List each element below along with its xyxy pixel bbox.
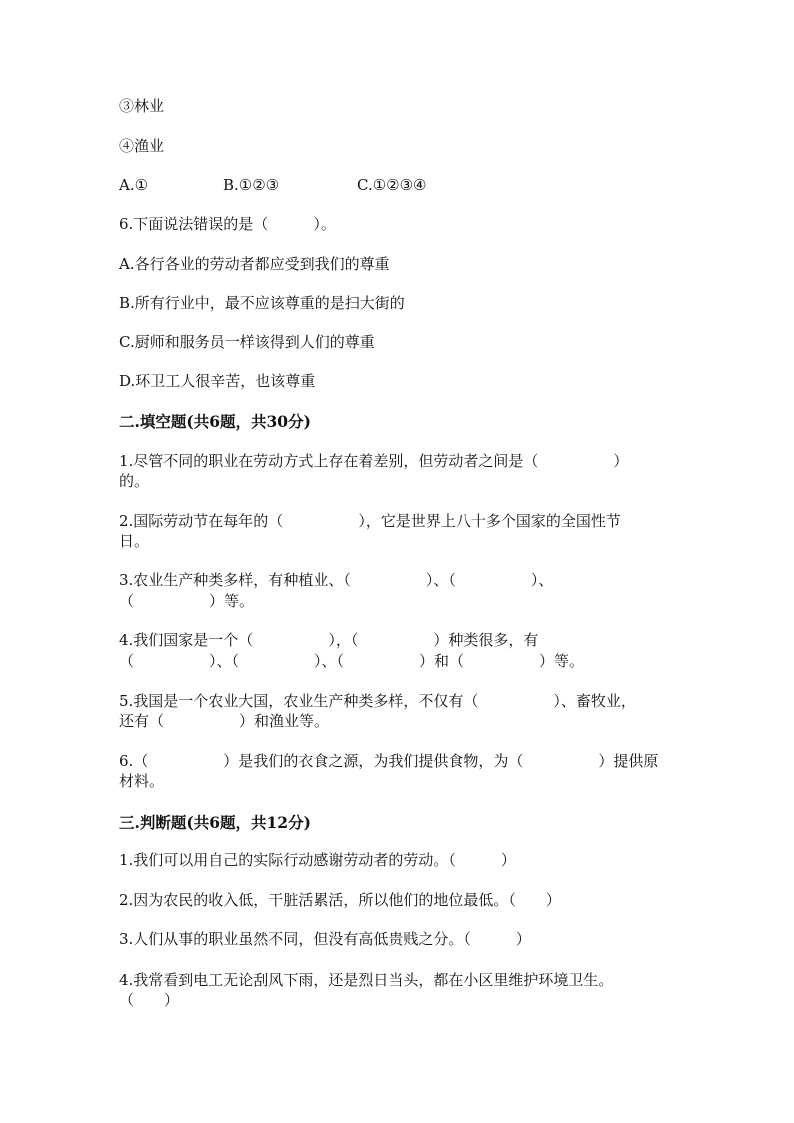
- fill-q1-line1: 1.尽管不同的职业在劳动方式上存在着差别，但劳动者之间是（ ）: [119, 452, 629, 470]
- fill-q4-line1: 4.我们国家是一个（ ），（ ）种类很多，有: [119, 631, 539, 649]
- q6-choice-d: D.环卫工人很辛苦，也该尊重: [119, 372, 316, 390]
- section-judgement-title: 三.判断题(共6题，共12分): [119, 813, 311, 832]
- q5-choice-b: B.①②③: [223, 176, 280, 194]
- fill-q2-line1: 2.国际劳动节在每年的（ ），它是世界上八十多个国家的全国性节: [119, 512, 621, 530]
- q5-choice-c: C.①②③④: [357, 176, 427, 194]
- judge-q3: 3.人们从事的职业虽然不同，但没有高低贵贱之分。（ ）: [119, 930, 531, 948]
- q6-choice-c: C.厨师和服务员一样该得到人们的尊重: [119, 333, 375, 351]
- fill-q6-line2: 材料。: [119, 772, 165, 790]
- q5-choice-a: A.①: [119, 176, 149, 194]
- q5-choices: [119, 175, 679, 196]
- fill-q5-line2: 还有（ ）和渔业等。: [119, 712, 330, 730]
- judge-q4-line1: 4.我常看到电工无论刮风下雨，还是烈日当头，都在小区里维护环境卫生。: [119, 971, 614, 989]
- judge-q2: 2.因为农民的收入低，干脏活累活，所以他们的地位最低。（ ）: [119, 891, 561, 909]
- fill-q3-line1: 3.农业生产种类多样，有种植业、（ ）、（ ）、: [119, 571, 554, 589]
- q5-option-3: ③林业: [119, 97, 165, 115]
- fill-q1-line2: 的。: [119, 472, 150, 490]
- q6-stem: 6.下面说法错误的是（ ）。: [119, 215, 336, 233]
- fill-q4-line2: （ ）、（ ）、（ ）和（ ）等。: [119, 652, 585, 670]
- q6-choice-a: A.各行各业的劳动者都应受到我们的尊重: [119, 255, 390, 273]
- fill-q3-line2: （ ）等。: [119, 592, 255, 610]
- fill-q5-line1: 5.我国是一个农业大国，农业生产种类多样，不仅有（ ）、畜牧业，: [119, 692, 636, 710]
- q5-option-4: ④渔业: [119, 137, 165, 155]
- fill-q6-line1: 6.（ ）是我们的衣食之源，为我们提供食物，为（ ）提供原: [119, 752, 659, 770]
- fill-q2-line2: 日。: [119, 532, 150, 550]
- judge-q4-line2: （ ）: [119, 991, 180, 1009]
- section-fill-blank-title: 二.填空题(共6题，共30分): [119, 412, 311, 431]
- judge-q1: 1.我们可以用自己的实际行动感谢劳动者的劳动。（ ）: [119, 851, 516, 869]
- q6-choice-b: B.所有行业中，最不应该尊重的是扫大街的: [119, 294, 405, 312]
